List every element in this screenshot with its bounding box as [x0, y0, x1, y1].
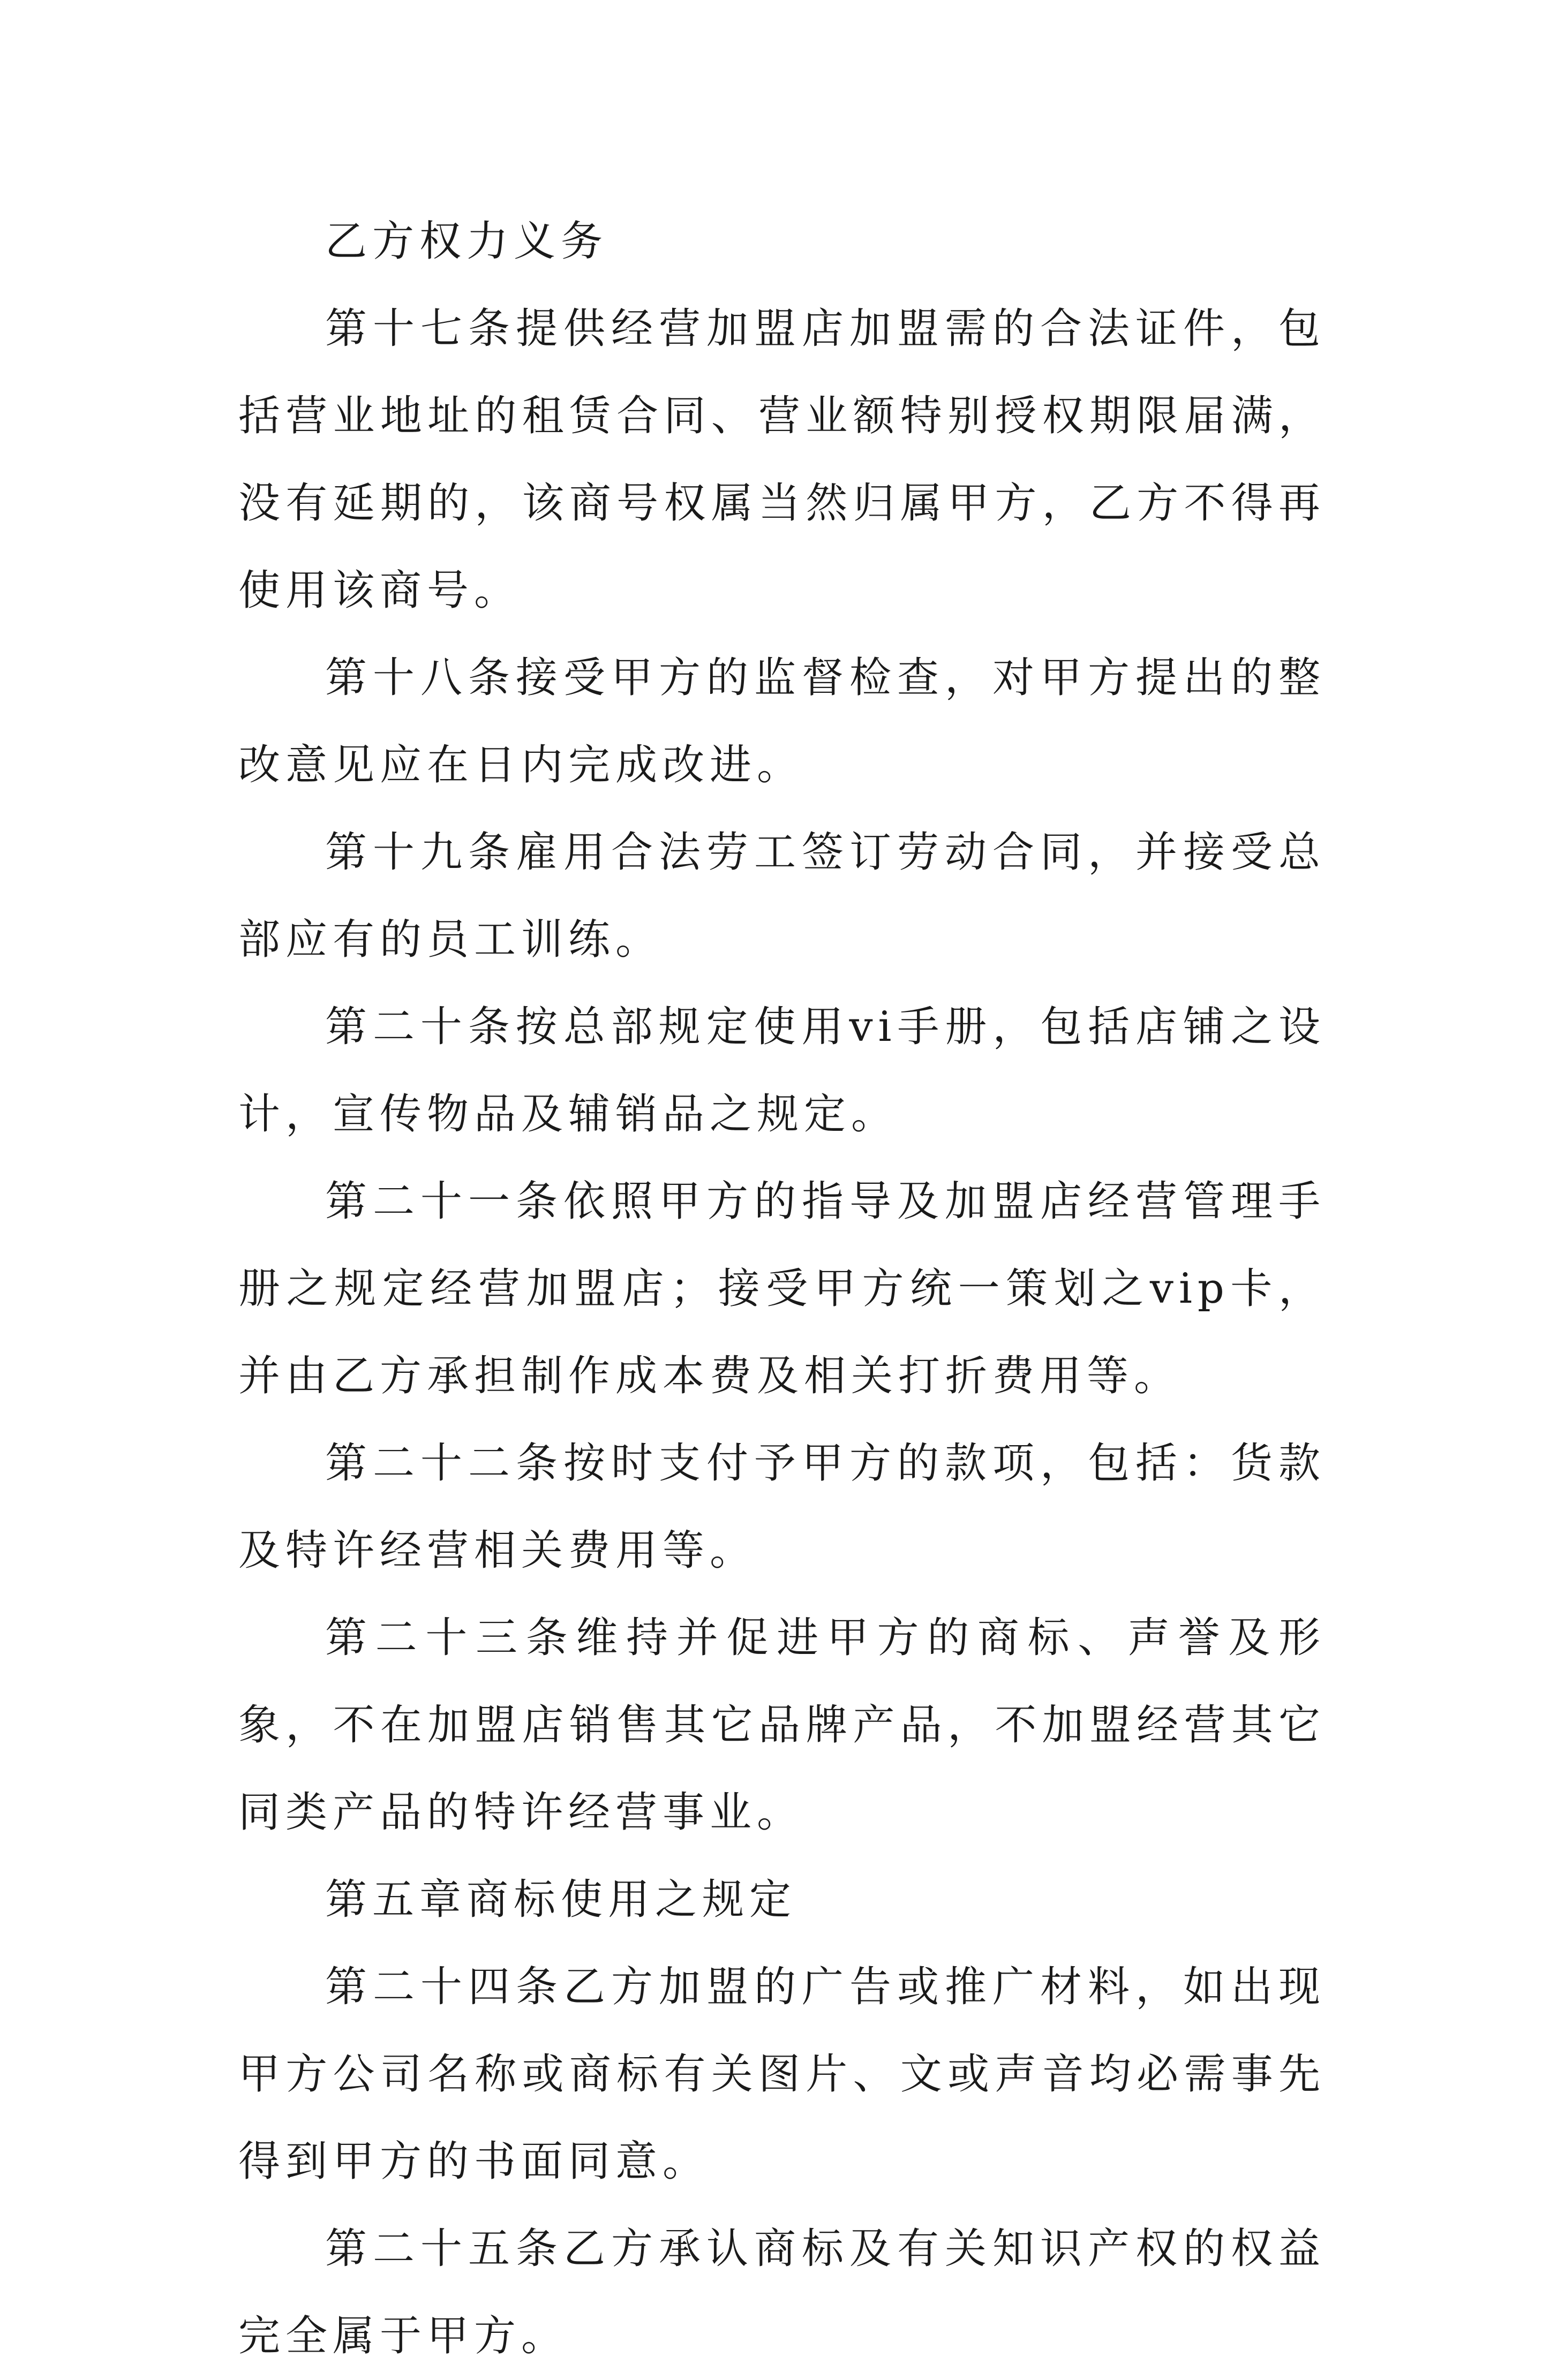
- article-25: 第二十五条乙方承认商标及有关知识产权的权益完全属于甲方。: [238, 2225, 1326, 2360]
- article-21: 第二十一条依照甲方的指导及加盟店经营管理手册之规定经营加盟店；接受甲方统一策划之vip卡，并由乙方承担制作成本费及相关打折费用等。: [238, 1177, 1326, 1400]
- article-20: 第二十条按总部规定使用vi手册，包括店铺之设计，宣传物品及辅销品之规定。: [238, 1003, 1326, 1138]
- article-23: 第二十三条维持并促进甲方的商标、声誉及形象，不在加盟店销售其它品牌产品，不加盟经营其它同类产品的特许经营事业。: [238, 1614, 1326, 1837]
- chapter-5-heading: 第五章商标使用之规定: [325, 1876, 797, 1924]
- article-22: 第二十二条按时支付予甲方的款项，包括：货款及特许经营相关费用等。: [238, 1439, 1326, 1575]
- section-heading: 乙方权力义务: [325, 217, 608, 266]
- article-18: 第十八条接受甲方的监督检查，对甲方提出的整改意见应在日内完成改进。: [238, 654, 1326, 789]
- article-17: 第十七条提供经营加盟店加盟需的合法证件，包括营业地址的租赁合同、营业额特别授权期限届满，没有延期的，该商号权属当然归属甲方，乙方不得再使用该商号。: [238, 305, 1326, 615]
- article-24: 第二十四条乙方加盟的广告或推广材料，如出现甲方公司名称或商标有关图片、文或声音均必需事先得到甲方的书面同意。: [238, 1963, 1326, 2186]
- article-19: 第十九条雇用合法劳工签订劳动合同，并接受总部应有的员工训练。: [238, 828, 1326, 964]
- document-body: [238, 198, 1326, 2380]
